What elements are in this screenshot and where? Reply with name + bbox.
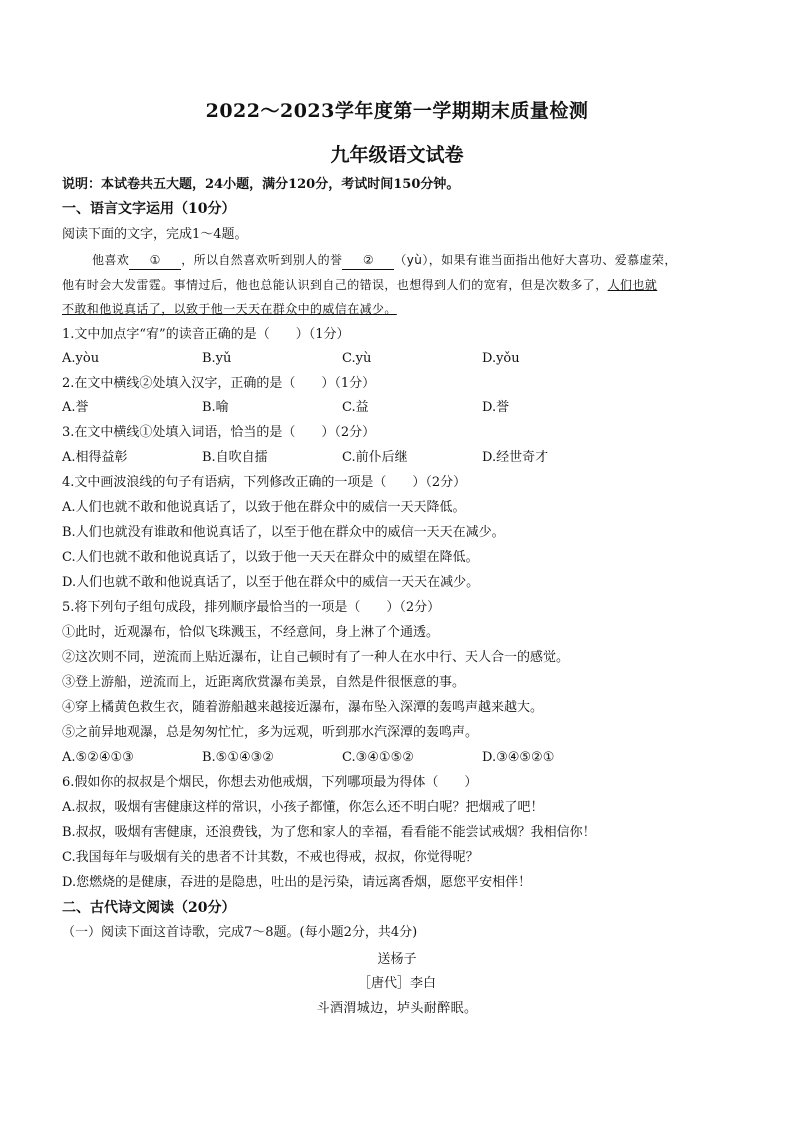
section1-heading: 一、语言文字运用（10分）	[62, 201, 236, 217]
q4-choice-b[interactable]: B.人们也就没有谁敢和他说真话了，以至于他在群众中的威信一天天在减少。	[62, 525, 505, 540]
option[interactable]: D.③④⑤②①	[482, 750, 555, 765]
q3-stem: 3.在文中横线①处填入词语，恰当的是（ ）（2分）	[62, 425, 376, 440]
poem-title: 送杨子	[377, 952, 417, 967]
q6-stem: 6.假如你的叔叔是个烟民，你想去劝他戒烟，下列哪项最为得体（ ）	[62, 775, 478, 790]
poem-line-1: 斗酒渭城边，垆头耐醉眠。	[316, 1001, 478, 1016]
section1-intro: 阅读下面的文字，完成1～4题。	[62, 227, 248, 242]
passage-line3	[62, 300, 397, 318]
section2-part1: （一）阅读下面这首诗歌，完成7～8题。(每小题2分，共4分)	[62, 925, 418, 940]
q4-choice-a[interactable]: A.人们也就不敢和他说真话了，以致于他在群众中的威信一天天降低。	[62, 500, 466, 515]
q5-sentence-5: ⑤之前异地观瀑，总是匆匆忙忙，多为远观，听到那水汽深潭的轰鸣声。	[62, 725, 479, 740]
q5-stem: 5.将下列句子组句成段，排列顺序最恰当的一项是（ ）（2分）	[62, 600, 441, 615]
option[interactable]: B.自吹自擂	[202, 450, 268, 465]
passage-text: （yù），如果有谁当面指出他好大喜功、爱慕虚荣，	[394, 253, 677, 267]
section2-heading: 二、古代诗文阅读（20分）	[62, 900, 236, 916]
poem-author: ［唐代］李白	[357, 976, 436, 991]
option[interactable]: D.yǒu	[482, 351, 520, 366]
option[interactable]: B.yǔ	[202, 351, 232, 366]
q5-sentence-4: ④穿上橘黄色救生衣，随着游船越来越接近瀑布，瀑布坠入深潭的轰鸣声越来越大。	[62, 700, 544, 715]
option[interactable]: C.yù	[342, 351, 372, 366]
q1-stem: 1.文中加点字“宥”的读音正确的是（ ）（1分）	[62, 327, 350, 342]
q1-options	[62, 350, 742, 368]
q6-choice-b[interactable]: B.叔叔，吸烟有害健康，还浪费钱，为了您和家人的幸福，看看能不能尝试戒烟？我相信你！	[62, 825, 596, 840]
option[interactable]: D.经世奇才	[482, 450, 549, 465]
wavy-sentence: 不敢和他说真话了，以致于他一天天在群众中的威信在减少。	[62, 302, 397, 316]
q4-choice-c[interactable]: C.人们也就不敢和他说真话了，以致于他一天天在群众中的威望在降低。	[62, 550, 479, 565]
q4-choice-d[interactable]: D.人们也就不敢和他说真话了，以至于他在群众中的威信一天天在减少。	[62, 575, 480, 590]
passage-text: 他喜欢	[92, 253, 130, 267]
q6-choice-a[interactable]: A.叔叔，吸烟有害健康这样的常识，小孩子都懂，你怎么还不明白呢？把烟戒了吧！	[62, 800, 544, 815]
option[interactable]: A.⑤②④①③	[62, 750, 134, 765]
option[interactable]: A.相得益彰	[62, 450, 128, 465]
passage-text: ，所以自然喜欢听到别人的誉	[181, 253, 343, 267]
q5-sentence-1: ①此时，近观瀑布，恰似飞珠溅玉，不经意间，身上淋了个通透。	[62, 625, 440, 640]
passage-line1	[92, 251, 677, 270]
blank-2: ②	[342, 251, 394, 270]
q6-choice-d[interactable]: D.您燃烧的是健康，吞进的是隐患，吐出的是污染，请远离香烟，愿您平安相伴！	[62, 875, 532, 890]
wavy-sentence: 人们也就	[607, 278, 658, 292]
option[interactable]: C.前仆后继	[342, 450, 408, 465]
q4-stem: 4.文中画波浪线的句子有语病，下列修改正确的一项是（ ）（2分）	[62, 475, 467, 490]
option[interactable]: B.⑤①④③②	[202, 750, 274, 765]
q3-options	[62, 449, 742, 467]
option[interactable]: C.③④①⑤②	[342, 750, 414, 765]
option[interactable]: C.益	[342, 400, 369, 415]
blank-1: ①	[129, 251, 181, 270]
passage-text: 他有时会大发雷霆。事情过后，他也总能认识到自己的错误，也想得到人们的宽宥，但是次数多了，	[62, 278, 608, 292]
option[interactable]: A.誉	[62, 400, 89, 415]
q2-options	[62, 399, 742, 417]
option[interactable]: A.yòu	[62, 351, 100, 366]
q2-stem: 2.在文中横线②处填入汉字，正确的是（ ）（1分）	[62, 376, 376, 391]
instructions: 说明：本试卷共五大题，24小题，满分120分，考试时间150分钟。	[62, 177, 460, 192]
exam-title: 2022～2023学年度第一学期期末质量检测	[205, 100, 589, 122]
q5-sentence-3: ③登上游船，逆流而上，近距离欣赏瀑布美景，自然是件很惬意的事。	[62, 675, 466, 690]
option[interactable]: B.喻	[202, 400, 229, 415]
q5-sentence-2: ②这次则不同，逆流而上贴近瀑布，让自己顿时有了一种人在水中行、天人合一的感觉。	[62, 650, 570, 665]
q6-choice-c[interactable]: C.我国每年与吸烟有关的患者不计其数，不戒也得戒，叔叔，你觉得呢？	[62, 850, 479, 865]
exam-subtitle: 九年级语文试卷	[330, 144, 464, 166]
option[interactable]: D.誉	[482, 400, 510, 415]
q5-options	[62, 749, 742, 767]
passage-line2	[62, 276, 657, 294]
